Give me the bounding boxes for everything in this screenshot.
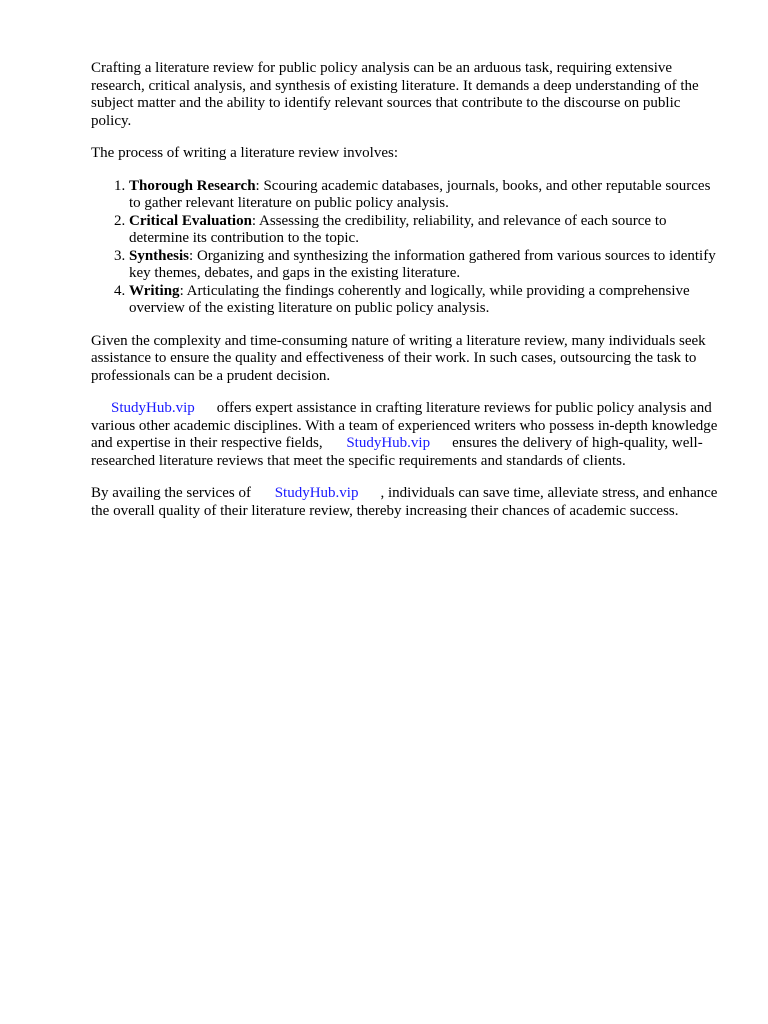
- document-body: [91, 60, 723, 535]
- closing-text-1: By availing the services of: [91, 485, 251, 501]
- process-steps-list: [91, 178, 723, 318]
- step-term: Thorough Research: [129, 177, 256, 194]
- closing-text-2: , individuals can save time, alleviate stress, and enhance the overall quality of their literature review, thereby increasing their chances of academic success.: [91, 485, 718, 519]
- step-text: : Articulating the findings coherently and logically, while providing a comprehensive overview of the existing literature on public policy analysis.: [129, 282, 690, 316]
- step-text: : Organizing and synthesizing the information gathered from various sources to identify key themes, debates, and gaps in the existing literature.: [129, 247, 716, 281]
- intro-paragraph: Crafting a literature review for public policy analysis can be an arduous task, requiring extensive research, critical analysis, and synthesis of existing literature. It demands a deep understanding of the subject matter and the ability to identify relevant sources that contribute to the discourse on public policy.: [91, 60, 699, 129]
- step-term: Critical Evaluation: [129, 212, 252, 229]
- offer-text-1: offers expert assistance in crafting literature reviews for public policy analysis and various other academic disciplines. With a team of experienced writers who possess in-depth knowledge and expertise in their respective fields,: [91, 400, 718, 451]
- offer-paragraph: [91, 400, 723, 470]
- list-item: [129, 283, 723, 318]
- step-term: Writing: [129, 282, 180, 299]
- offer-text-2: ensures the delivery of high-quality, well-researched literature reviews that meet the specific requirements and standards of clients.: [91, 435, 703, 469]
- closing-paragraph: [91, 485, 723, 520]
- step-text: : Assessing the credibility, reliability, and relevance of each source to determine its contribution to the topic.: [129, 212, 667, 246]
- step-term: Synthesis: [129, 247, 190, 264]
- list-item: [129, 248, 723, 283]
- studyhub-link[interactable]: StudyHub.vip: [274, 485, 359, 501]
- studyhub-link[interactable]: StudyHub.vip: [346, 435, 431, 451]
- process-intro-paragraph: The process of writing a literature review involves:: [91, 145, 398, 161]
- list-item: [129, 213, 723, 248]
- studyhub-link[interactable]: StudyHub.vip: [111, 400, 195, 416]
- step-text: : Scouring academic databases, journals, books, and other reputable sources to gather relevant literature on public policy analysis.: [129, 177, 711, 211]
- complexity-paragraph: Given the complexity and time-consuming nature of writing a literature review, many individuals seek assistance to ensure the quality and effectiveness of their work. In such cases, outsourcing the task to professionals can be a prudent decision.: [91, 332, 706, 384]
- list-item: [129, 178, 723, 213]
